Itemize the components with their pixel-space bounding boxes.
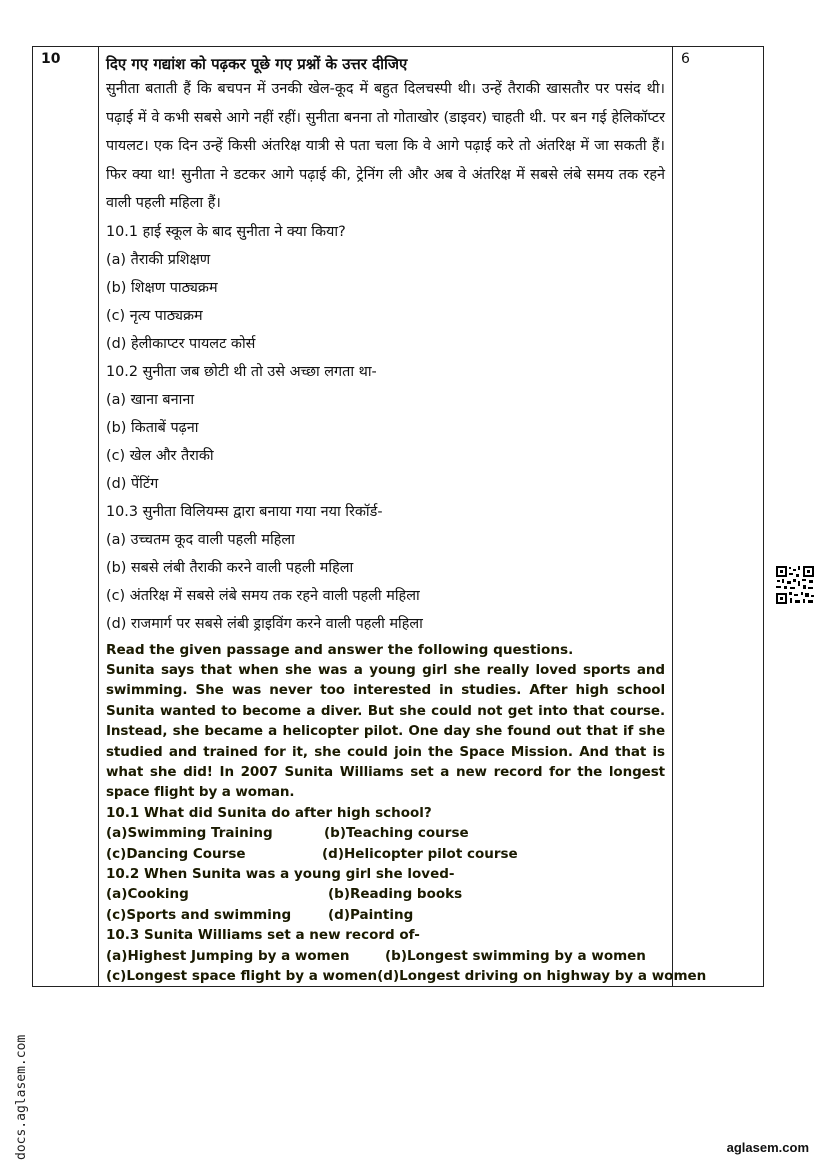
english-q3-option-c: (c)Longest space flight by a women	[106, 968, 378, 985]
english-q1-option-a: (a)Swimming Training	[106, 825, 273, 842]
hindi-q2-option-d: (d) पेंटिंग	[106, 475, 159, 492]
hindi-q3-option-c: (c) अंतरिक्ष में सबसे लंबे समय तक रहने वाली पहली महिला	[106, 587, 420, 604]
english-q3-row-ab	[106, 946, 665, 966]
hindi-q2-option-b: (b) किताबें पढ़ना	[106, 419, 199, 436]
question-marks: 6	[673, 47, 764, 987]
english-q3-option-d: (d)Longest driving on highway by a women	[377, 968, 707, 985]
english-q1: 10.1 What did Sunita do after high school?	[106, 804, 432, 821]
hindi-passage: सुनीता बताती हैं कि बचपन में उनकी खेल-कूद में बहुत दिलचस्पी थी। उन्हें तैराकी खासतौर पर पसंद थी। पढ़ाई में वे कभी सबसे आगे नहीं रहीं। सुनीता बनना तो गोताखोर (डाइवर) चाहती थी. पर बन गई हेलिकॉप्टर पायलट। एक दिन उन्हें किसी अंतरिक्ष यात्री से पता चला कि वे आगे पढ़ाई करे तो अंतरिक्ष में जा सकती हैं। फिर क्या था! सुनीता ने डटकर आगे पढ़ाई की, ट्रेनिंग ली और अब वे अंतरिक्ष में सबसे लंबे समय तक रहने वाली पहली महिला हैं।	[106, 81, 665, 212]
english-q3-row-cd	[106, 966, 707, 986]
hindi-q2: 10.2 सुनीता जब छोटी थी तो उसे अच्छा लगता था-	[106, 363, 377, 380]
english-q2: 10.2 When Sunita was a young girl she loved-	[106, 866, 455, 883]
english-q1-row-ab	[106, 823, 665, 843]
question-table	[32, 46, 764, 987]
hindi-q3-option-b: (b) सबसे लंबी तैराकी करने वाली पहली महिला	[106, 559, 354, 576]
hindi-q1: 10.1 हाई स्कूल के बाद सुनीता ने क्या किया?	[106, 223, 346, 240]
hindi-q3-option-a: (a) उच्चतम कूद वाली पहली महिला	[106, 531, 295, 548]
english-q1-option-d: (d)Helicopter pilot course	[322, 845, 518, 862]
english-q2-option-b: (b)Reading books	[328, 886, 463, 903]
english-q1-option-b: (b)Teaching course	[324, 825, 469, 842]
hindi-q2-option-c: (c) खेल और तैराकी	[106, 447, 214, 464]
hindi-q1-option-c: (c) नृत्य पाठ्यक्रम	[106, 307, 203, 324]
question-number: 10	[33, 47, 99, 987]
hindi-instruction: दिए गए गद्यांश को पढ़कर पूछे गए प्रश्नों के उत्तर दीजिए	[106, 55, 408, 73]
hindi-q1-option-a: (a) तैराकी प्रशिक्षण	[106, 251, 211, 268]
hindi-q1-option-d: (d) हेलीकाप्टर पायलट कोर्स	[106, 335, 256, 352]
hindi-q1-option-b: (b) शिक्षण पाठ्यक्रम	[106, 279, 218, 296]
english-instruction: Read the given passage and answer the following questions.	[106, 641, 574, 658]
hindi-q2-option-a: (a) खाना बनाना	[106, 391, 195, 408]
hindi-q3: 10.3 सुनीता विलियम्स द्वारा बनाया गया नया रिकॉर्ड-	[106, 503, 383, 520]
english-q2-row-ab	[106, 884, 665, 904]
side-watermark-url: docs.aglasem.com	[14, 1034, 29, 1160]
english-q2-option-a: (a)Cooking	[106, 886, 189, 903]
english-q3: 10.3 Sunita Williams set a new record of-	[106, 927, 420, 944]
hindi-q3-option-d: (d) राजमार्ग पर सबसे लंबी ड्राइविंग करने वाली पहली महिला	[106, 615, 423, 632]
english-q1-row-cd	[106, 844, 665, 864]
footer-brand: aglasem.com	[726, 1140, 809, 1155]
english-q2-row-cd	[106, 905, 665, 925]
english-q2-option-d: (d)Painting	[328, 906, 414, 923]
english-passage: Sunita says that when she was a young girl she really loved sports and swimming. She was never too interested in studies. After high school Sunita wanted to become a diver. But she could not get into that course. Instead, she became a helicopter pilot. One day she found out that if she studied and trained for it, she could join the Space Mission. And that is what she did! In 2007 Sunita Williams set a new record for the longest space flight by a woman.	[106, 661, 665, 801]
english-q2-option-c: (c)Sports and swimming	[106, 906, 292, 923]
english-q3-option-a: (a)Highest Jumping by a women	[106, 947, 350, 964]
english-q1-option-c: (c)Dancing Course	[106, 845, 246, 862]
qr-code-icon	[775, 565, 815, 605]
english-q3-option-b: (b)Longest swimming by a women	[385, 947, 646, 964]
question-content	[99, 47, 707, 987]
